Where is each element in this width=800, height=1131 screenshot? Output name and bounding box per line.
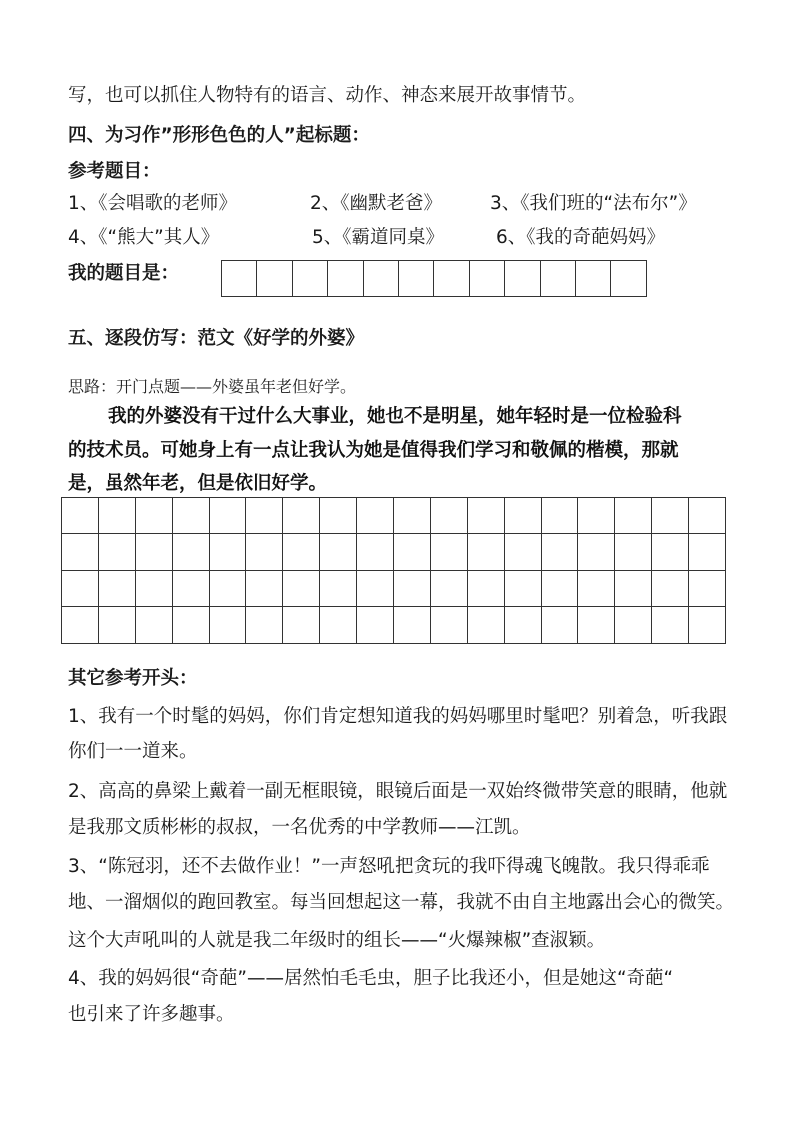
writing-grid-cell[interactable] xyxy=(357,498,394,534)
writing-grid-cell[interactable] xyxy=(173,571,210,607)
writing-grid-cell[interactable] xyxy=(283,534,320,570)
writing-grid-cell[interactable] xyxy=(62,571,99,607)
writing-grid-cell[interactable] xyxy=(578,498,615,534)
model-paragraph-line-2: 的技术员。可她身上有一点让我认为她是值得我们学习和敬佩的楷模，那就 xyxy=(68,440,679,461)
opening-1-line-2: 你们一一道来。 xyxy=(68,741,198,762)
writing-grid-cell[interactable] xyxy=(615,571,652,607)
opening-1-line-1: 1、我有一个时髦的妈妈，你们肯定想知道我的妈妈哪里时髦吧？别着急，听我跟 xyxy=(68,706,728,727)
other-openings-heading: 其它参考开头： xyxy=(68,668,198,689)
reference-title-4: 4、《“熊大”其人》 xyxy=(68,227,220,248)
writing-grid-cell[interactable] xyxy=(136,571,173,607)
opening-2-line-2: 是我那文质彬彬的叔叔，一名优秀的中学教师——江凯。 xyxy=(68,817,531,838)
writing-grid-cell[interactable] xyxy=(210,607,247,643)
reference-titles-label: 参考题目： xyxy=(68,161,161,182)
opening-4-line-1: 4、我的妈妈很“奇葩”——居然怕毛毛虫，胆子比我还小，但是她这“奇葩“ xyxy=(68,968,674,989)
title-grid-cell[interactable] xyxy=(470,261,505,296)
writing-grid-cell[interactable] xyxy=(99,571,136,607)
writing-grid-cell[interactable] xyxy=(578,571,615,607)
title-grid-cell[interactable] xyxy=(257,261,292,296)
writing-grid-cell[interactable] xyxy=(468,534,505,570)
writing-grid-cell[interactable] xyxy=(210,498,247,534)
writing-grid-cell[interactable] xyxy=(394,571,431,607)
writing-grid-cell[interactable] xyxy=(394,498,431,534)
title-grid-cell[interactable] xyxy=(505,261,540,296)
writing-grid-cell[interactable] xyxy=(320,607,357,643)
writing-grid-cell[interactable] xyxy=(99,498,136,534)
writing-grid-cell[interactable] xyxy=(431,571,468,607)
writing-grid-cell[interactable] xyxy=(652,571,689,607)
writing-grid-cell[interactable] xyxy=(99,534,136,570)
writing-grid-cell[interactable] xyxy=(357,534,394,570)
writing-grid-cell[interactable] xyxy=(468,607,505,643)
writing-grid-cell[interactable] xyxy=(136,607,173,643)
writing-grid-cell[interactable] xyxy=(320,534,357,570)
writing-grid-cell[interactable] xyxy=(689,607,726,643)
writing-grid-cell[interactable] xyxy=(431,534,468,570)
writing-grid-cell[interactable] xyxy=(431,498,468,534)
writing-grid-cell[interactable] xyxy=(320,498,357,534)
writing-grid-cell[interactable] xyxy=(615,498,652,534)
writing-grid-cell[interactable] xyxy=(652,534,689,570)
writing-grid-cell[interactable] xyxy=(652,607,689,643)
writing-grid-cell[interactable] xyxy=(320,571,357,607)
writing-grid-row xyxy=(62,607,726,643)
writing-grid-cell[interactable] xyxy=(357,571,394,607)
writing-grid-cell[interactable] xyxy=(136,534,173,570)
writing-grid-cell[interactable] xyxy=(542,534,579,570)
title-grid-cell[interactable] xyxy=(364,261,399,296)
writing-grid-cell[interactable] xyxy=(246,571,283,607)
writing-grid-cell[interactable] xyxy=(615,607,652,643)
writing-grid-cell[interactable] xyxy=(505,498,542,534)
section5-heading: 五、逐段仿写：范文《好学的外婆》 xyxy=(68,328,365,349)
writing-grid-cell[interactable] xyxy=(283,498,320,534)
writing-grid-cell[interactable] xyxy=(173,498,210,534)
opening-4-line-2: 也引来了许多趣事。 xyxy=(68,1004,235,1025)
writing-grid-cell[interactable] xyxy=(246,607,283,643)
writing-grid-cell[interactable] xyxy=(62,498,99,534)
writing-grid-cell[interactable] xyxy=(505,607,542,643)
writing-grid-cell[interactable] xyxy=(689,498,726,534)
writing-grid-row xyxy=(62,498,726,534)
title-grid-cell[interactable] xyxy=(222,261,257,296)
thinking-note: 思路：开门点题——外婆虽年老但好学。 xyxy=(68,377,357,396)
title-grid-cell[interactable] xyxy=(399,261,434,296)
title-grid-cell[interactable] xyxy=(541,261,576,296)
title-grid-cell[interactable] xyxy=(611,261,646,296)
section4-heading: 四、为习作”形形色色的人”起标题： xyxy=(68,125,370,146)
writing-grid-cell[interactable] xyxy=(689,571,726,607)
writing-grid-cell[interactable] xyxy=(173,534,210,570)
title-grid-cell[interactable] xyxy=(293,261,328,296)
writing-grid-cell[interactable] xyxy=(210,571,247,607)
opening-3-line-3: 这个大声吼叫的人就是我二年级时的组长——“火爆辣椒”查淑颖。 xyxy=(68,930,606,951)
writing-grid-cell[interactable] xyxy=(173,607,210,643)
writing-grid-cell[interactable] xyxy=(62,534,99,570)
writing-grid-cell[interactable] xyxy=(283,571,320,607)
opening-3-line-2: 地、一溜烟似的跑回教室。每当回想起这一幕，我就不由自主地露出会心的微笑。 xyxy=(68,892,735,913)
writing-grid-cell[interactable] xyxy=(246,498,283,534)
writing-grid-cell[interactable] xyxy=(652,498,689,534)
writing-grid-cell[interactable] xyxy=(542,607,579,643)
writing-grid-cell[interactable] xyxy=(578,534,615,570)
writing-grid-cell[interactable] xyxy=(99,607,136,643)
model-paragraph-line-3: 是，虽然年老，但是依旧好学。 xyxy=(68,473,328,494)
writing-grid-cell[interactable] xyxy=(505,571,542,607)
title-grid-cell[interactable] xyxy=(434,261,469,296)
my-title-grid[interactable] xyxy=(221,260,647,297)
writing-grid-cell[interactable] xyxy=(578,607,615,643)
writing-grid-row xyxy=(62,534,726,570)
writing-grid-cell[interactable] xyxy=(431,607,468,643)
writing-grid-cell[interactable] xyxy=(210,534,247,570)
my-title-label: 我的题目是： xyxy=(68,263,180,284)
model-paragraph-line-1: 我的外婆没有干过什么大事业，她也不是明星，她年轻时是一位检验科 xyxy=(108,406,682,427)
opening-2-line-1: 2、高高的鼻梁上戴着一副无框眼镜，眼镜后面是一双始终微带笑意的眼睛，他就 xyxy=(68,781,728,802)
reference-title-6: 6、《我的奇葩妈妈》 xyxy=(496,227,666,248)
writing-grid-cell[interactable] xyxy=(505,534,542,570)
reference-title-3: 3、《我们班的“法布尔”》 xyxy=(490,193,697,214)
writing-grid-cell[interactable] xyxy=(136,498,173,534)
writing-grid-cell[interactable] xyxy=(542,498,579,534)
writing-grid-row xyxy=(62,571,726,607)
writing-grid-cell[interactable] xyxy=(62,607,99,643)
reference-title-1: 1、《会唱歌的老师》 xyxy=(68,193,238,214)
writing-grid-cell[interactable] xyxy=(246,534,283,570)
reference-title-2: 2、《幽默老爸》 xyxy=(310,193,443,214)
opening-3-line-1: 3、“陈冠羽，还不去做作业！”一声怒吼把贪玩的我吓得魂飞魄散。我只得乖乖 xyxy=(68,856,710,877)
title-grid-cell[interactable] xyxy=(576,261,611,296)
writing-grid[interactable] xyxy=(61,497,726,644)
writing-grid-cell[interactable] xyxy=(468,571,505,607)
title-grid-cell[interactable] xyxy=(328,261,363,296)
writing-grid-cell[interactable] xyxy=(542,571,579,607)
writing-grid-cell[interactable] xyxy=(615,534,652,570)
writing-grid-cell[interactable] xyxy=(689,534,726,570)
reference-title-5: 5、《霸道同桌》 xyxy=(312,227,445,248)
writing-grid-cell[interactable] xyxy=(394,534,431,570)
writing-grid-cell[interactable] xyxy=(468,498,505,534)
writing-grid-cell[interactable] xyxy=(357,607,394,643)
intro-line: 写，也可以抓住人物特有的语言、动作、神态来展开故事情节。 xyxy=(68,85,587,106)
writing-grid-cell[interactable] xyxy=(283,607,320,643)
writing-grid-cell[interactable] xyxy=(394,607,431,643)
